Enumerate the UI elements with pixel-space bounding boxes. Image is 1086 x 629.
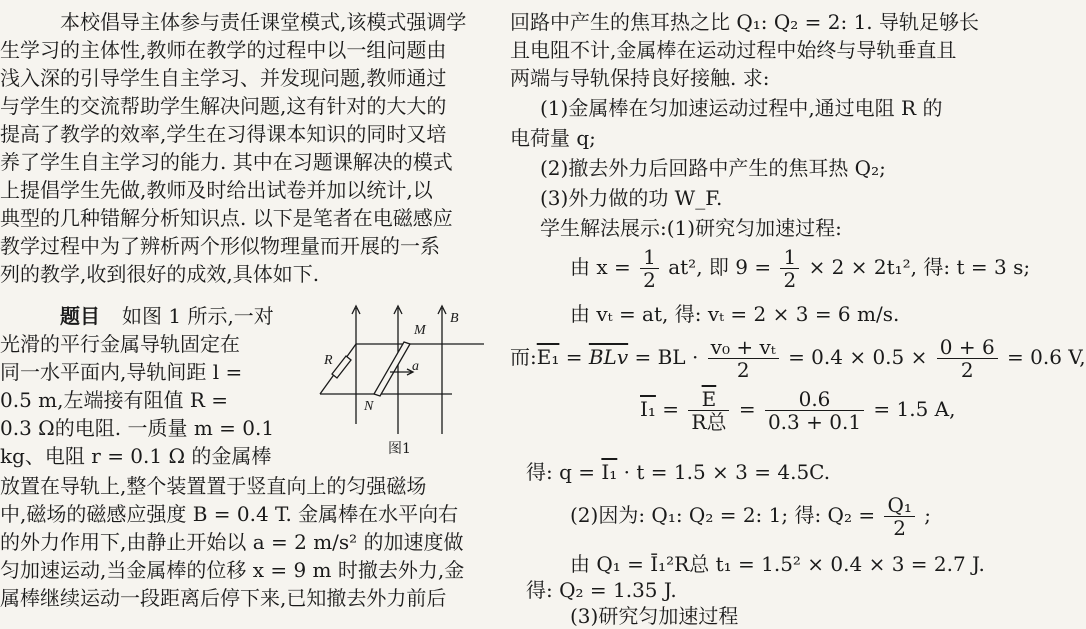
- paragraph-line: 上提倡学生先做,教师及时给出试卷并加以统计,以: [0, 178, 433, 202]
- equation-9: (3)研究匀加速过程: [570, 604, 739, 628]
- intro-line: 回路中产生的焦耳热之比 Q₁: Q₂ = 2: 1. 导轨足够长: [510, 10, 980, 34]
- equation-5: 得: q = I₁ · t = 1.5 × 3 = 4.5C.: [526, 460, 831, 484]
- metal-bar: [374, 342, 410, 396]
- figure-caption: 图1: [388, 441, 411, 457]
- intro-line: 且电阻不计,金属棒在运动过程中始终与导轨垂直且: [510, 38, 957, 62]
- paragraph-line: 本校倡导主体参与责任课堂模式,该模式强调学: [60, 10, 467, 34]
- paragraph-line: 提高了教学的效率,学生在习得课本知识的同时又培: [0, 122, 447, 146]
- label-m: M: [414, 323, 426, 338]
- equation-8: 得: Q₂ = 1.35 J.: [526, 578, 677, 602]
- equation-7: 由 Q₁ = Ī₁²R总 t₁ = 1.5² × 0.4 × 3 = 2.7 J.: [570, 552, 985, 576]
- equation-6: (2)因为: Q₁: Q₂ = 2: 1; 得: Q₂ = $\frac{\text{Q₁}}{2}$ ;: [570, 493, 931, 540]
- question-line: (2)撤去外力后回路中产生的焦耳热 Q₂;: [540, 156, 886, 180]
- paragraph-line: 典型的几种错解分析知识点. 以下是笔者在电磁感应: [0, 206, 453, 230]
- paragraph-line: 养了学生自主学习的能力. 其中在习题课解决的模式: [0, 150, 453, 174]
- label-a: a: [412, 359, 419, 374]
- problem-line: 的外力作用下,由静止开始以 a = 2 m/s² 的加速度做: [0, 530, 464, 554]
- problem-line: 放置在导轨上,整个装置置于竖直向上的匀强磁场: [0, 474, 427, 498]
- equation-1: 由 x = $\frac{1}{2}$ at², 即 9 = $\frac{1}{2}$ × 2 × 2t₁², 得: t = 3 s;: [570, 245, 1031, 292]
- problem-line: kg、电阻 r = 0.1 Ω 的金属棒: [0, 444, 272, 468]
- paragraph-line: 教学过程中为了辨析两个形似物理量而开展的一系: [0, 234, 440, 258]
- problem-line: 中,磁场的磁感应强度 B = 0.4 T. 金属棒在水平向右: [0, 502, 459, 526]
- question-line: 电荷量 q;: [510, 126, 596, 150]
- label-r: R: [324, 353, 333, 368]
- resistor: [332, 356, 351, 378]
- equation-2: 由 vₜ = at, 得: vₜ = 2 × 3 = 6 m/s.: [570, 302, 900, 326]
- problem-line: 如图 1 所示,一对: [122, 304, 274, 328]
- paragraph-line: 与学生的交流帮助学生解决问题,这有针对的大大的: [0, 94, 447, 118]
- question-line: (1)金属棒在匀加速运动过程中,通过电阻 R 的: [540, 96, 943, 120]
- intro-line: 两端与导轨保持良好接触. 求:: [510, 66, 770, 90]
- problem-label: 题目: [60, 304, 100, 328]
- question-line: (3)外力做的功 W_F.: [540, 186, 723, 210]
- paragraph-line: 生学习的主体性,教师在教学的过程中以一组问题由: [0, 38, 447, 62]
- problem-line: 属棒继续运动一段距离后停下来,已知撤去外力前后: [0, 586, 447, 610]
- solution-header: 学生解法展示:(1)研究匀加速过程:: [540, 216, 842, 240]
- problem-line: 匀加速运动,当金属棒的位移 x = 9 m 时撤去外力,金: [0, 558, 465, 582]
- equation-4: I₁ = $\frac{\overline{E}}{\text{R总}}$ = $\frac{0.6}{0.3 + 0.1}$ = 1.5 A,: [640, 387, 956, 434]
- problem-line: 同一水平面内,导轨间距 l =: [0, 360, 243, 384]
- problem-line: 0.5 m,左端接有阻值 R =: [0, 388, 229, 412]
- label-b: B: [450, 311, 459, 326]
- paragraph-line: 列的教学,收到很好的成效,具体如下.: [0, 262, 320, 286]
- problem-line: 0.3 Ω的电阻. 一质量 m = 0.1: [0, 416, 275, 440]
- equation-3: 而:E₁ = $\overline{BLv}$ = BL · $\frac{\text{v₀ + vₜ}}{2}$ = 0.4 × 0.5 × $\frac{0 + 6}{2}$ = 0.6 V,: [510, 335, 1086, 382]
- label-n: N: [364, 399, 374, 414]
- paragraph-line: 浅入深的引导学生自主学习、并发现问题,教师通过: [0, 66, 447, 90]
- problem-line: 光滑的平行金属导轨固定在: [0, 332, 240, 356]
